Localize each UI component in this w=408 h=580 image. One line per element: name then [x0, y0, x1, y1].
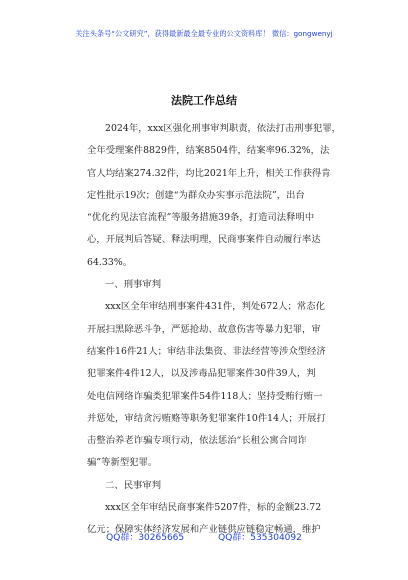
footer-qq-group-2: QQ群：535304092 [218, 533, 302, 543]
paragraph-line: 官人均结案274.32件，均比2021年上升，相关工作获得肯 [87, 167, 331, 179]
paragraph-line: 结案件16件21人；审结非法集资、非法经营等涉众型经济 [87, 345, 326, 357]
paragraph-line: xxx区全年审结刑事案件431件，判处672人；常态化 [105, 301, 325, 313]
paragraph-line: 并惩处，审结贪污贿赂等职务犯罪案件10件14人；开展打 [87, 412, 326, 424]
document-title: 法院工作总结 [171, 94, 237, 107]
paragraph-line: 64.33%。 [87, 256, 133, 268]
paragraph-line: 处电信网络诈骗类犯罪案件54件118人；坚持受贿行贿一 [87, 390, 323, 402]
section-heading-criminal: 一、刑事审判 [105, 279, 162, 291]
footer-qq-group-1: QQ群：30265665 [106, 533, 185, 543]
section-heading-civil: 二、民事审判 [105, 479, 162, 491]
paragraph-line: 2024年，xxx区强化刑事审判职责，依法打击刑事犯罪， [105, 123, 342, 134]
paragraph-line: 犯罪案件4件12人，以及涉毒品犯罪案件30件39人，判 [87, 368, 316, 380]
paragraph-line: 击整治养老诈骗专项行动，依法惩治“长租公寓合同诈 [87, 435, 307, 447]
paragraph-line: 定性批示19次；创建“为群众办实事示范法院”，出台 [87, 189, 305, 201]
paragraph-line: 开展扫黑除恶斗争，严惩抢劫、故意伤害等暴力犯罪，审 [87, 323, 321, 335]
paragraph-line: “优化约见法官流程”等服务措施39条，打造司法释明中 [87, 212, 315, 224]
header-banner: 关注头条号“公文研究”，获得最新最全最专业的公文资料库！ 微信：gongwenyj [75, 29, 333, 38]
paragraph-line: 骗”等新型犯罪。 [87, 457, 158, 469]
paragraph-line: 亿元；保障实体经济发展和产业链供应链稳定畅通，维护 [87, 524, 321, 536]
paragraph-line: xxx区全年审结民商事案件5207件，标的金额23.72 [105, 502, 322, 514]
footer-qq-groups [0, 532, 408, 544]
paragraph-line: 全年受理案件8829件，结案8504件，结案率96.32%，法 [87, 145, 330, 157]
paragraph-line: 心，开展判后答疑、释法明理，民商事案件自动履行率达 [87, 234, 321, 246]
document-body [87, 118, 345, 542]
